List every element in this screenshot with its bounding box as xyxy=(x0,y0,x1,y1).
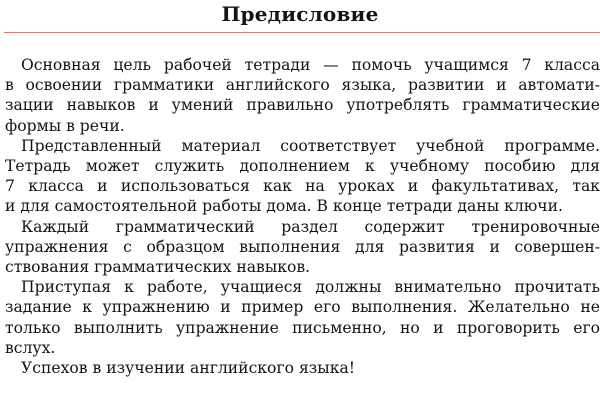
paragraph-goal xyxy=(5,55,600,136)
text-line: и для самостоятельной работы дома. В конце тетради даны ключи. xyxy=(5,197,563,216)
text-line: Приступая к работе, учащиеся должны внимательно прочитать xyxy=(21,278,600,297)
text-line: только выполнить упражнение письменно, но и проговорить его xyxy=(5,318,600,337)
text-line: Каждый грамматический раздел содержит тренировочные xyxy=(21,217,600,236)
text-line: задание к упражнению и пример его выполнения. Желательно не xyxy=(5,298,600,317)
paragraph-wishes xyxy=(5,358,600,378)
text-line: ствования грамматических навыков. xyxy=(5,258,311,277)
text-line: вслух. xyxy=(5,338,56,357)
text-line: Основная цель рабочей тетради — помочь учащимся 7 класса xyxy=(21,56,600,74)
text-line: в освоении грамматики английского языка, развитии и автомати- xyxy=(5,76,600,95)
text-line: зации навыков и умений правильно употреблять грамматические xyxy=(5,96,600,115)
paragraph-sections xyxy=(5,217,600,278)
text-line: Представленный материал соответствует учебной программе. xyxy=(21,136,600,155)
text-line: 7 класса и использоваться как на уроках и факультативах, так xyxy=(5,177,600,196)
text-line: формы в речи. xyxy=(5,116,125,135)
paragraph-instructions xyxy=(5,277,600,358)
text-line: Тетрадь может служить дополнением к учебному пособию для xyxy=(5,157,600,176)
text-line: упражнения с образцом выполнения для развития и совершен- xyxy=(5,237,600,256)
preface-body xyxy=(5,55,600,378)
text-line: Успехов в изучении английского языка! xyxy=(21,359,356,378)
paragraph-material xyxy=(5,136,600,217)
title-underline xyxy=(4,32,600,33)
page-title: Предисловие xyxy=(221,2,379,26)
